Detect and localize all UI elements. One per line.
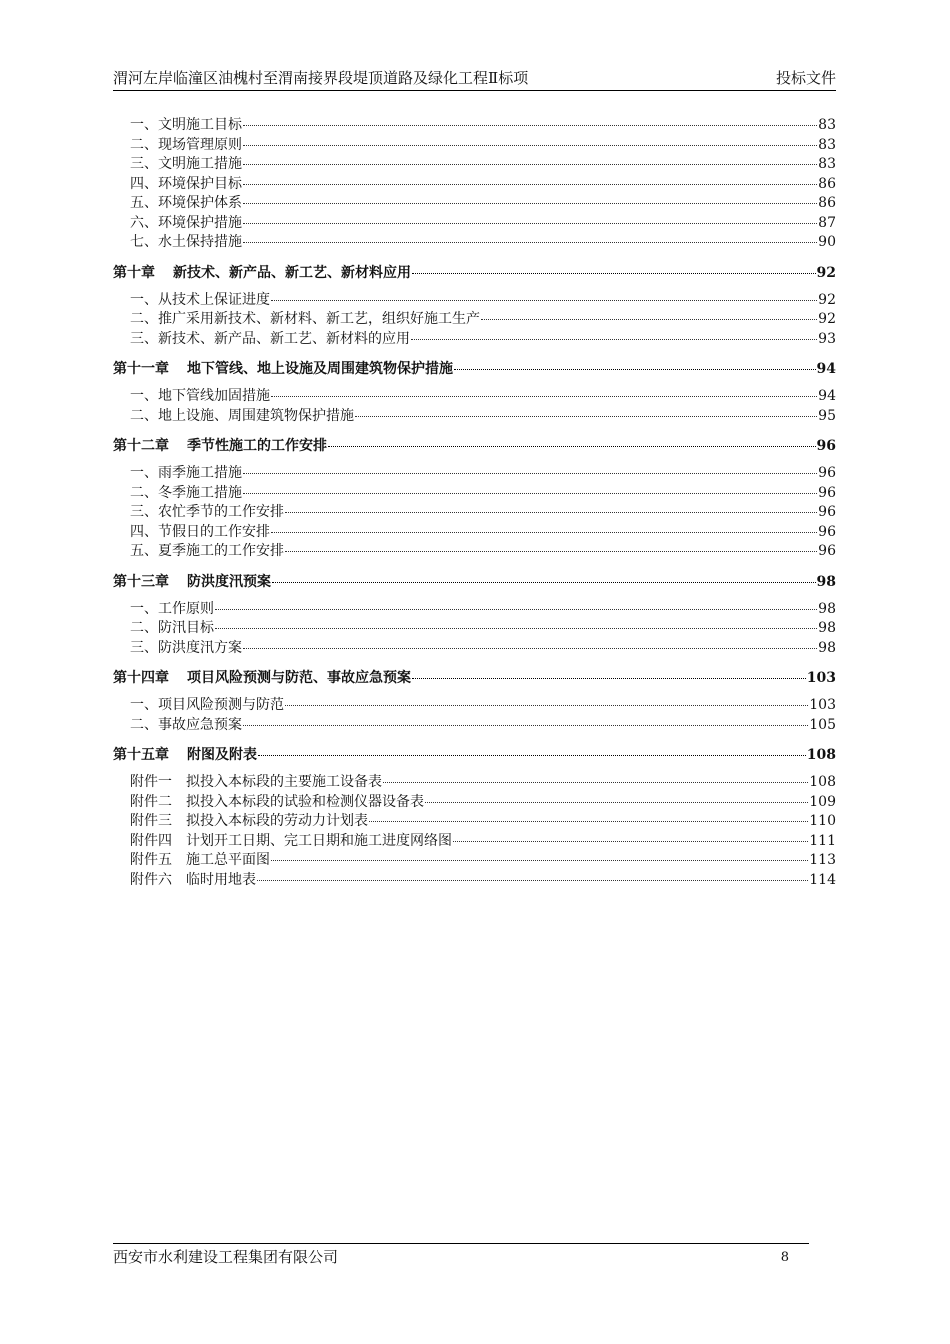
section-label: 二、现场管理原则: [130, 136, 242, 153]
toc-page-number: 83: [818, 156, 836, 172]
dot-leader: [243, 202, 817, 204]
section-label: 一、雨季施工措施: [130, 465, 242, 481]
dot-leader: [369, 820, 808, 822]
toc-entry-label: [113, 436, 327, 456]
toc-chapter-entry[interactable]: [113, 359, 836, 379]
toc-entry-label: [113, 116, 242, 136]
toc-entry-label: [113, 832, 452, 852]
toc-entry-label: [113, 600, 214, 620]
toc-page-number: 98: [818, 639, 836, 656]
dot-leader: [243, 724, 808, 726]
section-label: 二、事故应急预案: [130, 716, 242, 733]
dot-leader: [243, 472, 817, 474]
toc-entry-label: [113, 572, 271, 592]
toc-entry-label: [113, 542, 284, 562]
toc-section-entry[interactable]: [113, 116, 836, 136]
toc-entry-label: [113, 812, 368, 832]
section-label: 三、防洪度汛方案: [130, 639, 242, 656]
section-label: 三、文明施工措施: [130, 156, 242, 172]
toc-section-entry[interactable]: [113, 542, 836, 562]
toc-section-entry[interactable]: [113, 851, 836, 871]
toc-section-entry[interactable]: [113, 716, 836, 736]
toc-page-number: 98: [818, 620, 836, 636]
section-label: 二、推广采用新技术、新材料、新工艺，组织好施工生产: [130, 311, 480, 327]
section-label: 一、从技术上保证进度: [130, 291, 270, 308]
chapter-number: 第十五章: [113, 747, 169, 763]
toc-section-entry[interactable]: [113, 793, 836, 813]
toc-entry-label: [113, 291, 270, 311]
toc-entry-label: [113, 716, 242, 736]
toc-entry-label: [113, 330, 410, 350]
toc-entry-label: [113, 214, 242, 234]
toc-page-number: 111: [809, 832, 836, 849]
toc-entry-label: [113, 310, 480, 330]
section-label: 二、防汛目标: [130, 620, 214, 636]
dot-leader: [243, 241, 817, 243]
toc-page-number: 96: [818, 504, 836, 520]
toc-page-number: 86: [818, 195, 836, 211]
toc-section-entry[interactable]: [113, 233, 836, 253]
toc-page-number: 83: [818, 136, 836, 153]
section-label: 二、地上设施、周围建筑物保护措施: [130, 407, 354, 424]
toc-section-entry[interactable]: [113, 387, 836, 407]
toc-section-entry[interactable]: [113, 214, 836, 234]
dot-leader: [272, 581, 816, 583]
dot-leader: [271, 531, 817, 533]
toc-section-entry[interactable]: [113, 484, 836, 504]
section-label: 四、节假日的工作安排: [130, 523, 270, 540]
dot-leader: [285, 704, 808, 706]
footer-company: 西安市水利建设工程集团有限公司: [113, 1248, 339, 1266]
section-label: 六、环境保护措施: [130, 214, 242, 231]
toc-chapter-entry[interactable]: [113, 668, 836, 688]
toc-section-entry[interactable]: [113, 773, 836, 793]
toc-page-number: 96: [818, 484, 836, 501]
toc-page-number: 103: [809, 697, 836, 713]
section-label: 二、冬季施工措施: [130, 484, 242, 501]
dot-leader: [271, 395, 817, 397]
toc-page-number: 93: [818, 330, 836, 347]
toc-page-number: 98: [818, 600, 836, 617]
section-label: 一、工作原则: [130, 600, 214, 617]
section-label: 五、环境保护体系: [130, 195, 242, 211]
dot-leader: [243, 144, 817, 146]
toc-section-entry[interactable]: [113, 619, 836, 639]
toc-section-entry[interactable]: [113, 600, 836, 620]
toc-page-number: 92: [818, 311, 836, 327]
section-label: 三、农忙季节的工作安排: [130, 504, 284, 520]
toc-entry-label: [113, 523, 270, 543]
toc-page-number: 98: [816, 573, 836, 590]
dot-leader: [215, 627, 817, 629]
dot-leader: [481, 318, 817, 320]
section-label: 附件五 施工总平面图: [130, 852, 270, 868]
dot-leader: [453, 840, 808, 842]
section-label: 七、水土保持措施: [130, 234, 242, 250]
toc-page-number: 90: [818, 234, 836, 250]
section-label: 一、项目风险预测与防范: [130, 697, 284, 713]
dot-leader: [257, 879, 808, 881]
toc-section-entry[interactable]: [113, 464, 836, 484]
toc-section-entry[interactable]: [113, 155, 836, 175]
dot-leader: [454, 368, 816, 370]
toc-entry-label: [113, 793, 424, 813]
toc-entry-label: [113, 503, 284, 523]
chapter-title: 附图及附表: [187, 747, 257, 763]
page-header: [113, 68, 836, 91]
section-label: 一、地下管线加固措施: [130, 388, 270, 404]
dot-leader: [215, 608, 817, 610]
dot-leader: [411, 338, 817, 340]
header-doc-type: 投标文件: [775, 69, 836, 87]
toc-entry-label: [113, 194, 242, 214]
toc-section-entry[interactable]: [113, 194, 836, 214]
toc-entry-label: [113, 851, 270, 871]
chapter-number: 第十三章: [113, 573, 169, 590]
dot-leader: [243, 492, 817, 494]
section-label: 四、环境保护目标: [130, 175, 242, 192]
toc-entry-label: [113, 745, 257, 765]
chapter-number: 第十四章: [113, 670, 169, 686]
chapter-title: 地下管线、地上设施及周围建筑物保护措施: [187, 361, 453, 377]
dot-leader: [243, 124, 817, 126]
chapter-number: 第十一章: [113, 361, 169, 377]
section-label: 附件一 拟投入本标段的主要施工设备表: [130, 774, 382, 790]
dot-leader: [355, 415, 817, 417]
toc-page-number: 92: [816, 264, 836, 281]
toc-entry-label: [113, 387, 270, 407]
toc-entry-label: [113, 407, 354, 427]
dot-leader: [271, 299, 817, 301]
toc-page-number: 94: [816, 361, 836, 377]
toc-entry-label: [113, 773, 382, 793]
toc-section-entry[interactable]: [113, 871, 836, 891]
toc-entry-label: [113, 668, 411, 688]
toc-entry-label: [113, 359, 453, 379]
toc-page-number: 110: [809, 813, 836, 829]
toc-page-number: 94: [818, 388, 836, 404]
toc-chapter-entry[interactable]: [113, 745, 836, 765]
toc-entry-label: [113, 136, 242, 156]
section-label: 附件六 临时用地表: [130, 871, 256, 888]
chapter-title: 新技术、新产品、新工艺、新材料应用: [173, 264, 411, 281]
toc-page-number: 96: [818, 465, 836, 481]
dot-leader: [243, 163, 817, 165]
toc-entry-label: [113, 233, 242, 253]
toc-section-entry[interactable]: [113, 639, 836, 659]
toc-section-entry[interactable]: [113, 310, 836, 330]
toc-section-entry[interactable]: [113, 503, 836, 523]
dot-leader: [383, 781, 808, 783]
toc-entry-label: [113, 464, 242, 484]
toc-chapter-entry[interactable]: [113, 436, 836, 456]
section-label: 附件三 拟投入本标段的劳动力计划表: [130, 813, 368, 829]
toc-page-number: 108: [809, 774, 836, 790]
dot-leader: [243, 222, 817, 224]
toc-chapter-entry[interactable]: [113, 263, 836, 283]
toc-section-entry[interactable]: [113, 330, 836, 350]
dot-leader: [243, 647, 817, 649]
toc-page-number: 83: [818, 117, 836, 133]
toc-entry-label: [113, 871, 256, 891]
dot-leader: [412, 677, 806, 679]
toc-page-number: 92: [818, 291, 836, 308]
section-label: 五、夏季施工的工作安排: [130, 543, 284, 559]
toc-entry-label: [113, 484, 242, 504]
footer-page-number: 8: [780, 1250, 789, 1265]
chapter-number: 第十章: [113, 264, 155, 281]
chapter-title: 季节性施工的工作安排: [187, 438, 327, 454]
toc-page-number: 96: [818, 543, 836, 559]
dot-leader: [271, 859, 808, 861]
chapter-title: 项目风险预测与防范、事故应急预案: [187, 670, 411, 686]
dot-leader: [258, 754, 806, 756]
table-of-contents: [113, 116, 836, 890]
toc-page-number: 103: [806, 670, 836, 686]
dot-leader: [425, 801, 808, 803]
toc-page-number: 87: [818, 214, 836, 231]
chapter-number: 第十二章: [113, 438, 169, 454]
toc-section-entry[interactable]: [113, 175, 836, 195]
dot-leader: [285, 511, 817, 513]
dot-leader: [412, 272, 816, 274]
toc-entry-label: [113, 175, 242, 195]
chapter-title: 防洪度汛预案: [187, 573, 271, 590]
dot-leader: [285, 550, 817, 552]
toc-entry-label: [113, 696, 284, 716]
dot-leader: [328, 445, 816, 447]
toc-section-entry[interactable]: [113, 136, 836, 156]
toc-section-entry[interactable]: [113, 696, 836, 716]
toc-entry-label: [113, 639, 242, 659]
toc-section-entry[interactable]: [113, 832, 836, 852]
toc-page-number: 95: [818, 407, 836, 424]
toc-section-entry[interactable]: [113, 407, 836, 427]
section-label: 附件二 拟投入本标段的试验和检测仪器设备表: [130, 793, 424, 810]
toc-chapter-entry[interactable]: [113, 572, 836, 592]
toc-page-number: 108: [806, 747, 836, 763]
section-label: 三、新技术、新产品、新工艺、新材料的应用: [130, 330, 410, 347]
page-footer: [113, 1243, 809, 1266]
toc-page-number: 105: [809, 716, 836, 733]
toc-page-number: 114: [809, 871, 836, 888]
toc-page-number: 96: [816, 438, 836, 454]
header-title: 渭河左岸临潼区油槐村至渭南接界段堤顶道路及绿化工程Ⅱ标项: [113, 69, 529, 87]
toc-page-number: 96: [818, 523, 836, 540]
section-label: 附件四 计划开工日期、完工日期和施工进度网络图: [130, 832, 452, 849]
dot-leader: [243, 183, 817, 185]
toc-entry-label: [113, 263, 411, 283]
toc-section-entry[interactable]: [113, 812, 836, 832]
toc-section-entry[interactable]: [113, 291, 836, 311]
toc-page-number: 113: [809, 852, 836, 868]
section-label: 一、文明施工目标: [130, 117, 242, 133]
toc-page-number: 109: [809, 793, 836, 810]
toc-section-entry[interactable]: [113, 523, 836, 543]
toc-entry-label: [113, 155, 242, 175]
toc-entry-label: [113, 619, 214, 639]
toc-page-number: 86: [818, 175, 836, 192]
